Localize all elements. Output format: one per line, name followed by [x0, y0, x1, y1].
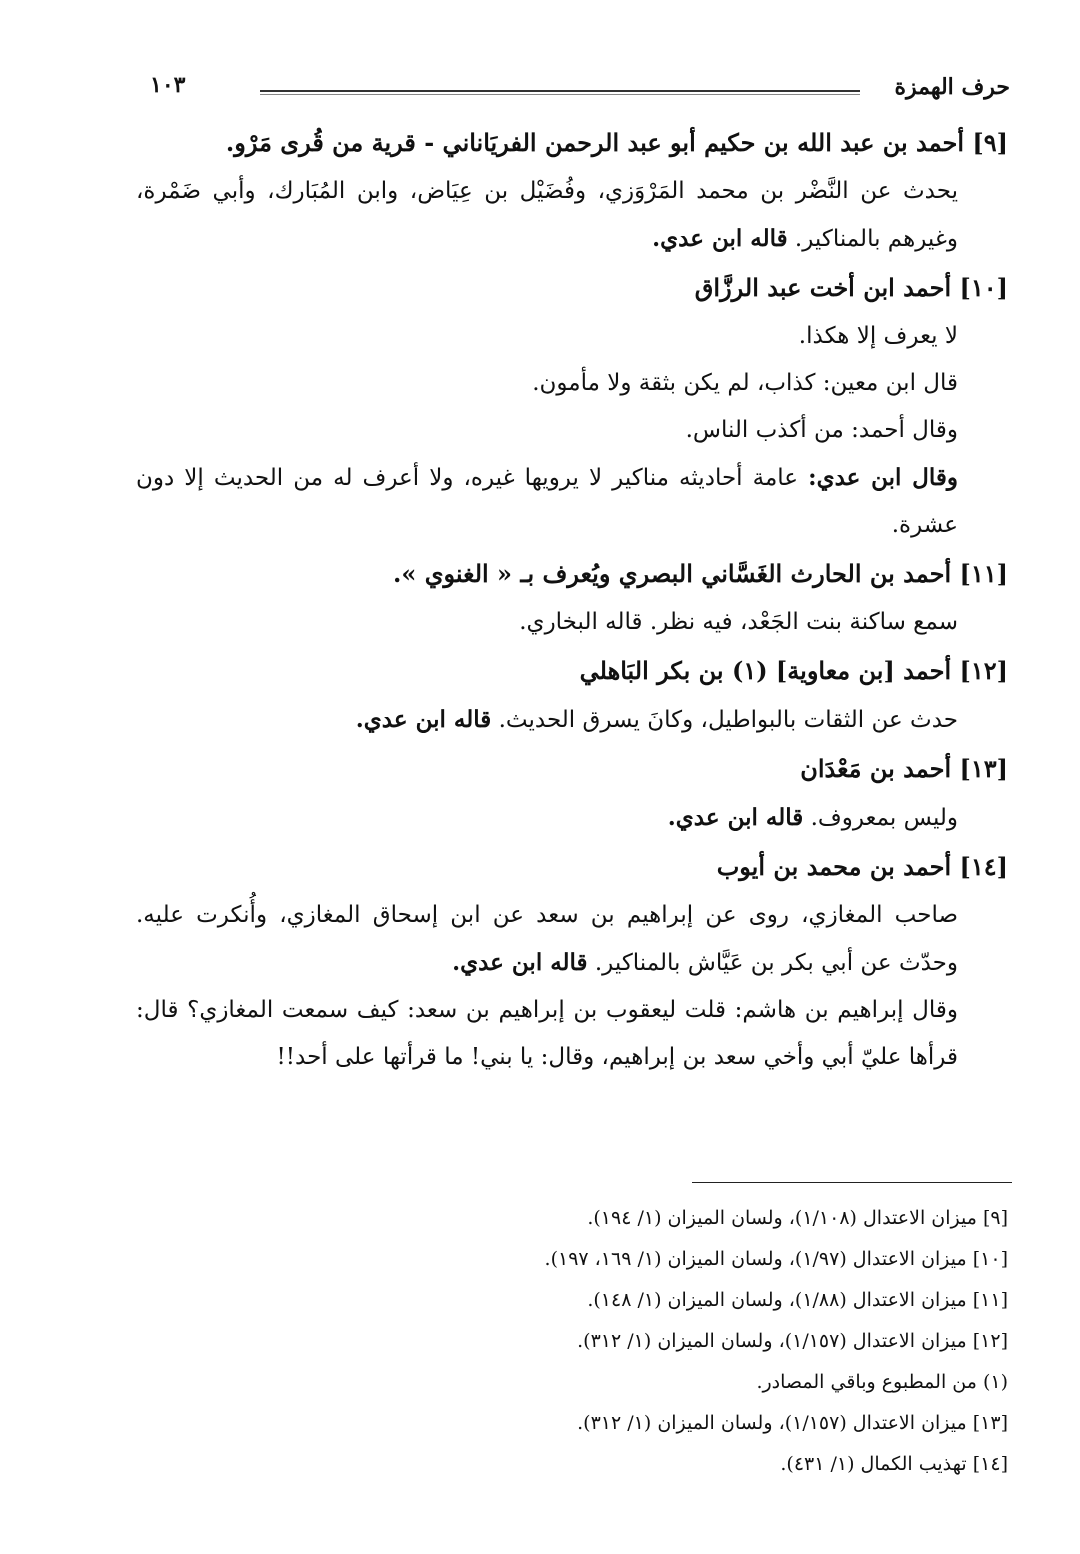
entry-heading-11: [١١] أحمد بن الحارث الغَسَّاني البصري ويُعرف بـ « الغنوي ». [393, 559, 1008, 588]
entry-9-attribution: قاله ابن عدي. [652, 225, 788, 252]
footnote: [١١] ميزان الاعتدال (١/٨٨)، ولسان الميزان (١/ ١٤٨). [587, 1289, 1008, 1311]
entry-14-line-2: وقال إبراهيم بن هاشم: قلت ليعقوب بن إبراهيم بن سعد: كيف سمعت المغازي؟ قال: قرأها عليّ أبي وأخي سعد بن إبراهيم، وقال: يا بني! ما قرأتها على أحد!! [136, 997, 958, 1070]
entry-heading-10: [١٠] أحمد ابن أخت عبد الرزَّاق [694, 273, 1008, 302]
page-number: ١٠٣ [150, 72, 186, 98]
entry-heading-14: [١٤] أحمد بن محمد بن أيوب [716, 852, 1008, 881]
entry-13-attribution: قاله ابن عدي. [667, 804, 804, 831]
entry-13-text: وليس بمعروف. [810, 805, 958, 831]
entry-10-line-3: وقال أحمد: من أكذب الناس. [685, 417, 958, 443]
footnote: [١٢] ميزان الاعتدال (١/١٥٧)، ولسان الميزان (١/ ٣١٢). [577, 1330, 1008, 1352]
entry-10-attribution: وقال ابن عدي: [808, 464, 958, 491]
entry-10-line-1: لا يعرف إلا هكذا. [798, 323, 958, 349]
footnotes [136, 1198, 1008, 1485]
entry-heading-12: [١٢] أحمد [بن معاوية] (١) بن بكر البَاهلي [579, 656, 1008, 685]
entry-heading-13: [١٣] أحمد بن مَعْدَان [800, 754, 1008, 783]
entry-10-text: عامة أحاديثه مناكير لا يرويها غيره، ولا أعرف له من الحديث إلا دون عشرة. [136, 465, 958, 538]
entry-14-attribution: قاله ابن عدي. [452, 949, 588, 976]
entry-12-attribution: قاله ابن عدي. [355, 706, 492, 733]
entry-14-line-1 [136, 892, 1008, 987]
entry-11-line: سمع ساكنة بنت الجَعْد، فيه نظر. قاله البخاري. [519, 609, 958, 635]
footnote: [١٠] ميزان الاعتدال (١/٩٧)، ولسان الميزان (١/ ١٦٩، ١٩٧). [544, 1248, 1008, 1270]
entry-14-text: صاحب المغازي، روى عن إبراهيم بن سعد عن ابن إسحاق المغازي، وأُنكرت عليه. وحدّث عن أبي بكر بن عَيَّاش بالمناكير. [136, 902, 958, 976]
entry-9-text: يحدث عن النَّضْر بن محمد المَرْوَزي، وفُضَيْل بن عِيَاض، وابن المُبَارك، وأبي ضَمْرة، وغيرهم بالمناكير. [136, 178, 958, 252]
chapter-title: حرف الهمزة [894, 74, 1010, 100]
footnote: [٩] ميزان الاعتدال (١/١٠٨)، ولسان الميزان (١/ ١٩٤). [587, 1207, 1008, 1229]
entry-10-line-2: قال ابن معين: كذاب، لم يكن بثقة ولا مأمون. [532, 370, 958, 396]
entry-13-line [136, 794, 1008, 842]
entry-text-9 [136, 168, 1008, 263]
entry-12-text: حدث عن الثقات بالبواطيل، وكانَ يسرق الحديث. [498, 707, 958, 733]
footnote: (١) من المطبوع وباقي المصادر. [756, 1371, 1008, 1393]
footnote: [١٣] ميزان الاعتدال (١/١٥٧)، ولسان الميزان (١/ ٣١٢). [577, 1412, 1008, 1434]
running-header [150, 68, 1010, 112]
main-text [136, 118, 1008, 1081]
footnote: [١٤] تهذيب الكمال (١/ ٤٣١). [780, 1453, 1008, 1475]
header-rule [260, 90, 860, 95]
entry-10-line-4 [136, 454, 1008, 549]
entry-heading-9: [٩] أحمد بن عبد الله بن حكيم أبو عبد الرحمن الفريَاناني - قرية من قُرى مَرْو. [225, 128, 1008, 157]
footnote-rule [692, 1182, 1012, 1183]
entry-12-line [136, 696, 1008, 744]
